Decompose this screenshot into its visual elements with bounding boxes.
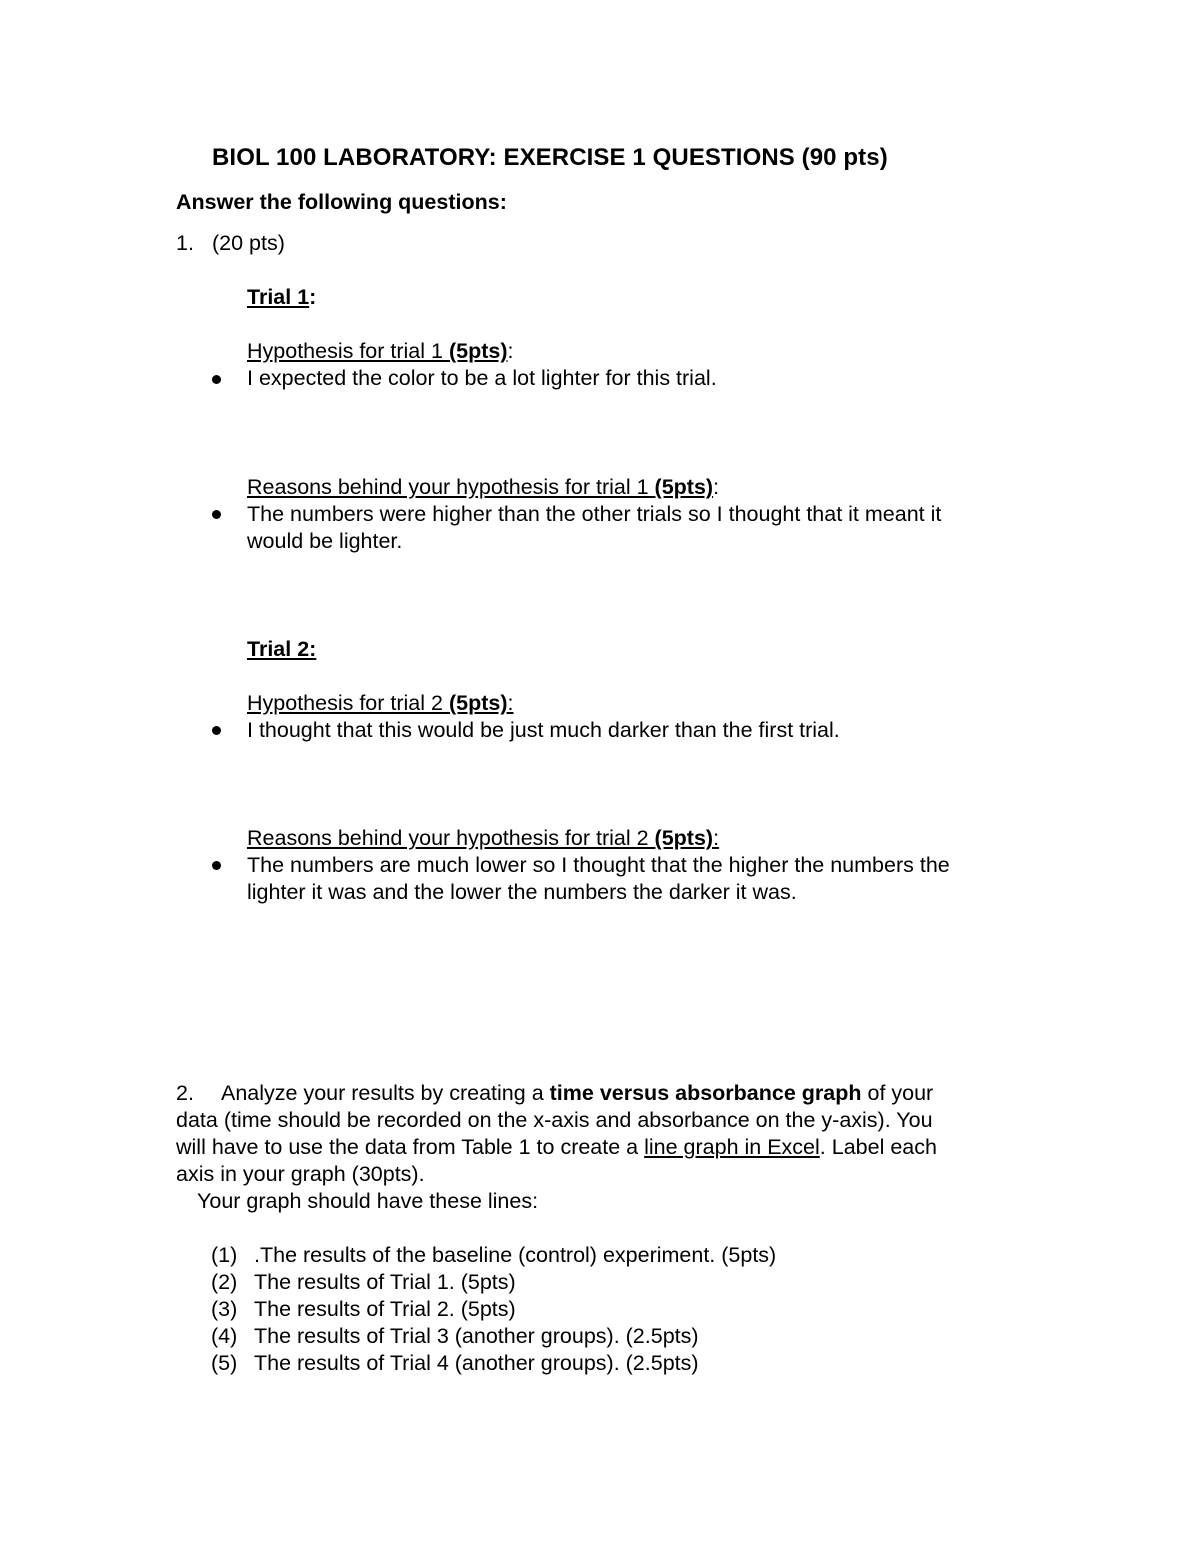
- trial-1-reasons-answer-line-1: The numbers were higher than the other trials so I thought that it meant it: [247, 502, 942, 526]
- question-2-line-4: axis in your graph (30pts).: [176, 1162, 425, 1186]
- question-2-line-3: [176, 1134, 937, 1161]
- trial-2-heading: Trial 2:: [247, 637, 317, 661]
- line-graph-excel-link[interactable]: line graph in Excel: [644, 1135, 820, 1159]
- instruction-text: Answer the following questions:: [176, 190, 507, 214]
- question-1-points: (20 pts): [212, 231, 285, 255]
- bullet-icon: [212, 375, 221, 384]
- list-item: .The results of the baseline (control) experiment. (5pts): [254, 1243, 777, 1267]
- trial-1-heading-colon: :: [309, 285, 317, 309]
- trial-1-reasons-label: [247, 474, 719, 501]
- question-2-line-2: data (time should be recorded on the x-axis and absorbance on the y-axis). You: [176, 1108, 933, 1132]
- list-item-number: (1): [211, 1243, 238, 1267]
- trial-1-reasons-points: (5pts): [654, 475, 714, 499]
- trial-1-heading-text: Trial 1: [247, 285, 310, 309]
- trial-1-hypothesis-answer: I expected the color to be a lot lighter for this trial.: [247, 366, 717, 390]
- bullet-icon: [212, 726, 221, 735]
- trial-2-reasons-colon: :: [713, 826, 720, 850]
- list-item-number: (5): [211, 1351, 238, 1375]
- trial-2-reasons-points: (5pts): [654, 826, 714, 850]
- trial-1-hypothesis-label: [247, 338, 513, 365]
- trial-1-heading: [247, 284, 316, 311]
- trial-2-hypothesis-points: (5pts): [448, 691, 508, 715]
- trial-2-reasons-label-text: Reasons behind your hypothesis for trial 2: [247, 826, 655, 850]
- question-1-number: 1.: [176, 231, 194, 255]
- trial-1-hypothesis-label-text: Hypothesis for trial 1: [247, 339, 449, 363]
- list-item-number: (2): [211, 1270, 238, 1294]
- list-item-number: (3): [211, 1297, 238, 1321]
- trial-1-hypothesis-points: (5pts): [448, 339, 508, 363]
- question-2-line-1: [221, 1080, 933, 1107]
- page-title: BIOL 100 LABORATORY: EXERCISE 1 QUESTIONS (90 pts): [212, 144, 888, 171]
- trial-2-reasons-label: [247, 825, 719, 852]
- question-2-line-3-end: . Label each: [819, 1135, 937, 1159]
- trial-2-reasons-answer-line-2: lighter it was and the lower the numbers the darker it was.: [247, 880, 797, 904]
- question-2-line-3-start: will have to use the data from Table 1 to create a: [176, 1135, 645, 1159]
- trial-1-hypothesis-colon: :: [507, 339, 514, 363]
- trial-1-reasons-colon: :: [713, 475, 720, 499]
- trial-1-reasons-label-text: Reasons behind your hypothesis for trial 1: [247, 475, 655, 499]
- question-2-number: 2.: [176, 1081, 194, 1105]
- question-2-line-1-end: of your: [861, 1081, 934, 1105]
- bullet-icon: [212, 510, 221, 519]
- bullet-icon: [212, 861, 221, 870]
- question-2-graph-emphasis: time versus absorbance graph: [549, 1081, 862, 1105]
- trial-2-hypothesis-colon: :: [507, 691, 514, 715]
- trial-2-hypothesis-label-text: Hypothesis for trial 2: [247, 691, 449, 715]
- list-item: The results of Trial 4 (another groups). (2.5pts): [254, 1351, 699, 1375]
- question-2-lines-intro: Your graph should have these lines:: [197, 1189, 539, 1213]
- list-item-number: (4): [211, 1324, 238, 1348]
- trial-2-reasons-answer-line-1: The numbers are much lower so I thought that the higher the numbers the: [247, 853, 950, 877]
- list-item: The results of Trial 1. (5pts): [254, 1270, 516, 1294]
- list-item: The results of Trial 2. (5pts): [254, 1297, 516, 1321]
- list-item: The results of Trial 3 (another groups). (2.5pts): [254, 1324, 699, 1348]
- trial-1-reasons-answer-line-2: would be lighter.: [247, 529, 403, 553]
- trial-2-hypothesis-label: [247, 690, 513, 717]
- trial-2-hypothesis-answer: I thought that this would be just much darker than the first trial.: [247, 718, 840, 742]
- question-2-line-1-start: Analyze your results by creating a: [221, 1081, 550, 1105]
